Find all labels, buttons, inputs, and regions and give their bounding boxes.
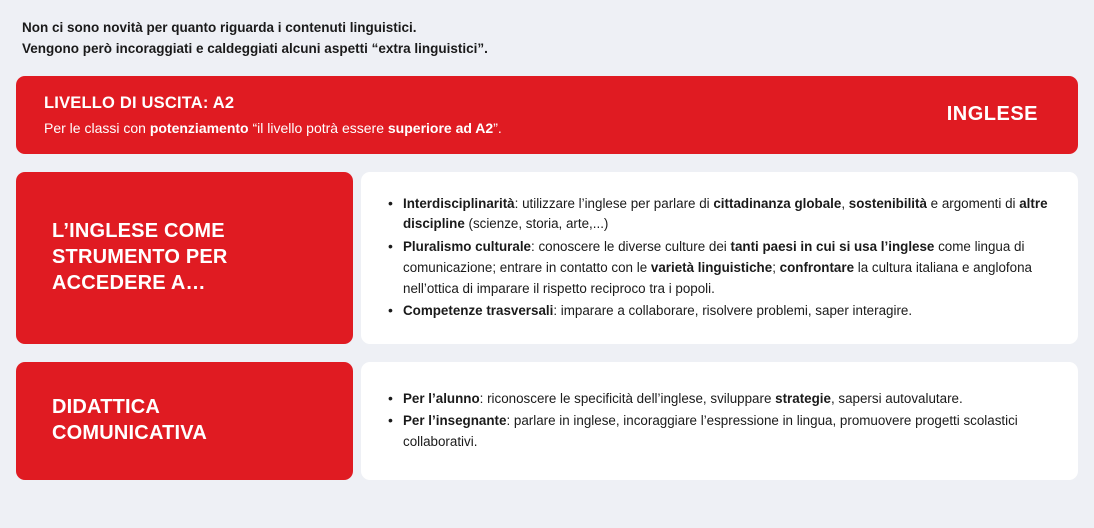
- level-subtitle-bold-2: superiore ad A2: [387, 119, 494, 136]
- subject-label: INGLESE: [946, 103, 1038, 126]
- section-communicative-teaching: [16, 362, 1078, 480]
- level-subtitle-bold-1: potenziamento: [149, 119, 249, 136]
- level-title: LIVELLO DI USCITA: A2: [44, 93, 235, 112]
- list-item: • Interdisciplinarità: utilizzare l’inglese per parlare di cittadinanza globale, sostenibilità e argomenti di altre discipline (scienze, storia, arte,...): [403, 194, 1052, 236]
- intro-line-2: Vengono però incoraggiati e caldeggiati alcuni aspetti “extra linguistici”.: [22, 40, 488, 56]
- level-subtitle: [44, 118, 947, 139]
- list-item: • Per l’alunno: riconoscere le specificità dell’inglese, sviluppare strategie, sapersi autovalutare.: [403, 389, 1052, 410]
- list-item: • Per l’insegnante: parlare in inglese, incoraggiare l’espressione in lingua, promuovere progetti scolastici collaborativi.: [403, 411, 1052, 453]
- section-body-english-as-tool: [361, 172, 1078, 344]
- list-item: • Pluralismo culturale: conoscere le diverse culture dei tanti paesi in cui si usa l’inglese come lingua di comunicazione; entrare in contatto con le varietà linguistiche; confrontare la cultura italiana e anglofona nell’ottica di imparare il rispetto reciproco tra i popoli.: [403, 237, 1052, 299]
- section-english-as-tool: [16, 172, 1078, 344]
- section-body-communicative-teaching: [361, 362, 1078, 480]
- level-subtitle-part-3: ”.: [493, 119, 502, 136]
- level-subtitle-part-1: Per le classi con: [44, 119, 150, 136]
- bullet-list-communicative-teaching: [381, 389, 1052, 453]
- level-banner: [16, 76, 1078, 154]
- bullet-list-english-as-tool: [381, 194, 1052, 323]
- intro-text: [16, 0, 1078, 60]
- section-label-communicative-teaching: DIDATTICA COMUNICATIVA: [16, 362, 353, 480]
- list-item: • Competenze trasversali: imparare a collaborare, risolvere problemi, saper interagire.: [403, 301, 1052, 322]
- level-subtitle-part-2: “il livello potrà essere: [248, 119, 388, 136]
- level-banner-text: [44, 91, 947, 139]
- intro-line-1: Non ci sono novità per quanto riguarda i contenuti linguistici.: [22, 20, 417, 35]
- section-label-english-as-tool: L’INGLESE COME STRUMENTO PER ACCEDERE A…: [16, 172, 353, 344]
